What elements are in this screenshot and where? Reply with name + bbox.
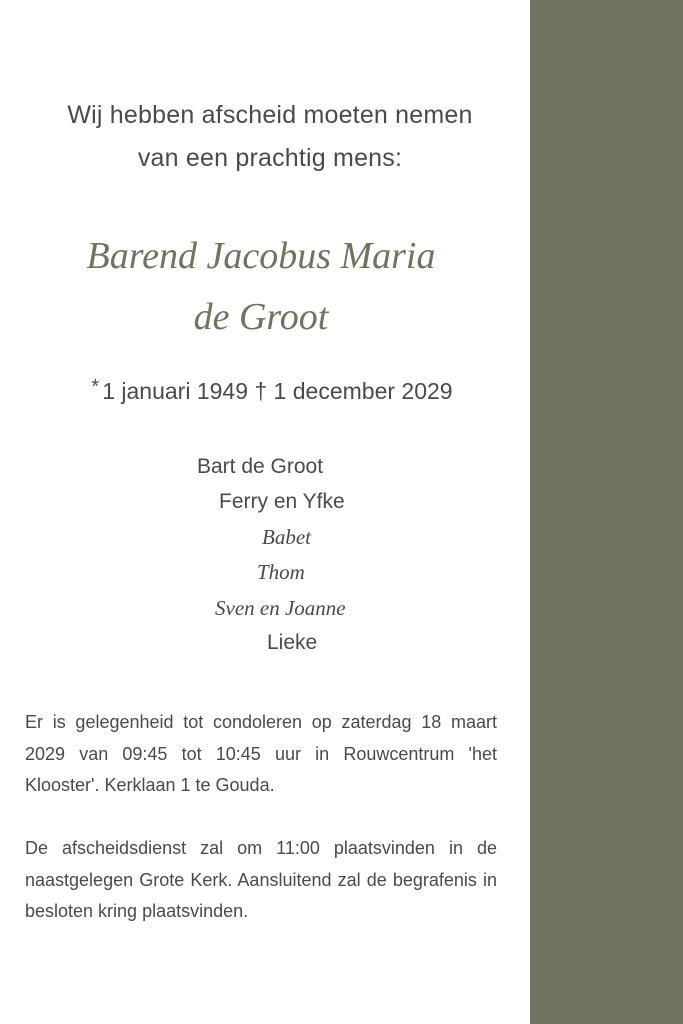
family-member: Thom (257, 560, 305, 584)
family-member: Bart de Groot (197, 455, 324, 478)
condolence-paragraph: Er is gelegenheid tot condoleren op zaterdag 18 maart 2029 van 09:45 tot 10:45 uur in Rouwcentrum 'het Klooster'. Kerklaan 1 te Gouda. (25, 712, 497, 795)
life-dates-text: 1 januari 1949 † 1 december 2029 (102, 378, 453, 404)
family-member: Ferry en Yfke (219, 490, 345, 513)
family-member: Babet (262, 525, 311, 549)
service-paragraph: De afscheidsdienst zal om 11:00 plaatsvinden in de naastgelegen Grote Kerk. Aansluitend zal de begrafenis in besloten kring plaatsvinden. (25, 838, 497, 921)
intro-line-1: Wij hebben afscheid moeten nemen (67, 101, 473, 129)
decorative-side-band (530, 0, 683, 1024)
deceased-name-line-2: de Groot (193, 296, 329, 338)
intro-line-2: van een prachtig mens: (137, 144, 403, 172)
birth-mark: * (91, 376, 100, 398)
deceased-name-line-1: Barend Jacobus Maria (86, 235, 436, 277)
family-member: Lieke (267, 631, 318, 654)
family-member: Sven en Joanne (215, 596, 346, 620)
